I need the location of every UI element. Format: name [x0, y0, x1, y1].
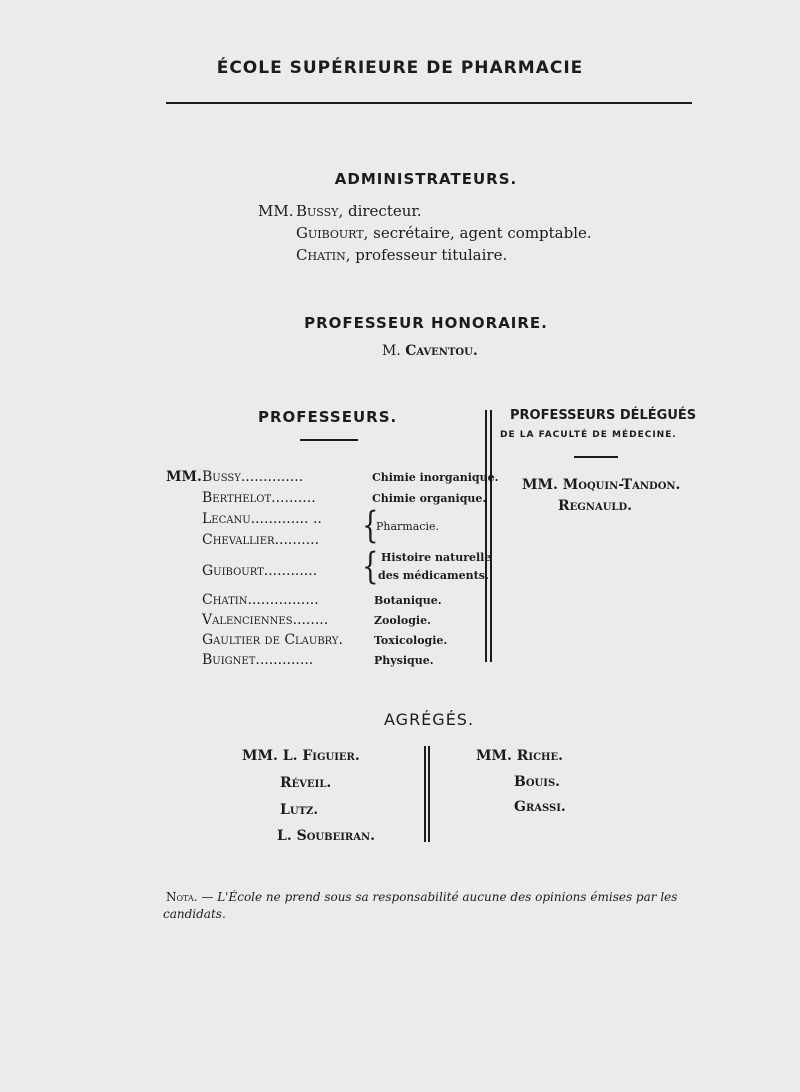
professeur-row: [202, 632, 343, 648]
leader-dots: .: [338, 632, 343, 648]
agreges-left-line: [242, 748, 360, 764]
honoraire-name: Caventou.: [405, 343, 478, 359]
professeur-name: Bussy: [202, 469, 241, 485]
professeur-subject: Toxicologie.: [374, 634, 448, 647]
professeur-subject: Chimie inorganique.: [372, 471, 499, 484]
professeur-row: [202, 490, 316, 506]
leader-dots: ..........: [271, 490, 316, 506]
page-title: ÉCOLE SUPÉRIEURE DE PHARMACIE: [216, 58, 584, 78]
agreges-divider-right: [428, 746, 430, 842]
agreges-divider-left: [424, 746, 426, 842]
administrateur-name: Chatin: [296, 246, 346, 264]
professeur-name: Gaultier de Claubry: [202, 632, 339, 648]
agreges-heading: AGRÉGÉS.: [384, 710, 475, 729]
administrateur-role: , secrétaire, agent comptable.: [363, 224, 592, 242]
professeur-name: Lecanu: [202, 511, 251, 527]
professeur-row: [202, 652, 313, 668]
administrateur-name: Bussy: [296, 202, 339, 220]
leader-dots: ........: [292, 612, 329, 628]
professeur-name: Chatin: [202, 592, 248, 608]
delegue-name: Regnauld.: [558, 498, 632, 514]
professeur-name: Buignet: [202, 652, 256, 668]
administrateur-line: [296, 246, 507, 264]
leader-dots: ............. ..: [250, 511, 322, 527]
brace-icon: {: [362, 505, 379, 548]
agrege-name: L. Soubeiran.: [277, 828, 375, 844]
professeur-row: [202, 511, 322, 527]
professeur-subject: Physique.: [374, 654, 434, 667]
agrege-name: L. Figuier.: [282, 748, 360, 764]
leader-dots: ..........: [274, 532, 320, 548]
honoraire-heading: PROFESSEUR HONORAIRE.: [304, 314, 548, 332]
professeur-subject: Chimie organique.: [372, 492, 487, 505]
agreges-right-prefix: MM.: [476, 748, 512, 764]
agrege-name: Bouis.: [514, 774, 561, 790]
professeur-name: Guibourt: [202, 563, 264, 579]
administrateur-line: [296, 202, 422, 220]
professeur-subject: des médicaments.: [378, 569, 489, 582]
delegues-rule: [574, 456, 618, 458]
leader-dots: ..............: [240, 469, 304, 485]
header-rule: [166, 102, 692, 104]
honoraire-line: [382, 343, 478, 359]
professeurs-rule: [300, 439, 358, 441]
agrege-name: Riche.: [516, 748, 563, 764]
professeur-row: [202, 532, 319, 548]
nota-line: [166, 890, 696, 904]
professeur-subject: Pharmacie.: [376, 520, 439, 533]
administrateur-role: , directeur.: [338, 202, 422, 220]
delegue-name: Moquin-Tandon.: [562, 477, 681, 493]
agreges-right-line: [476, 748, 563, 764]
professeur-subject: Histoire naturelle: [381, 551, 492, 564]
leader-dots: ................: [247, 592, 319, 608]
agreges-left-prefix: MM.: [242, 748, 278, 764]
delegues-line: [522, 477, 680, 493]
delegues-subheading: DE LA FACULTÉ DE MÉDECINE.: [500, 430, 677, 440]
professeurs-heading: PROFESSEURS.: [258, 408, 398, 426]
professeur-row: [202, 563, 317, 579]
delegues-prefix: MM.: [522, 477, 558, 493]
administrateurs-prefix: MM.: [258, 202, 294, 220]
agrege-name: Réveil.: [280, 775, 332, 791]
brace-icon: {: [362, 546, 379, 589]
nota-dash: —: [197, 890, 218, 904]
agrege-name: Lutz.: [280, 802, 319, 818]
column-divider-left: [485, 410, 487, 662]
professeur-subject: Botanique.: [374, 594, 442, 607]
professeurs-prefix: MM.: [166, 469, 202, 485]
administrateur-name: Guibourt: [296, 224, 364, 242]
professeur-row: [202, 612, 328, 628]
agrege-name: Grassi.: [514, 799, 566, 815]
professeur-name: Valenciennes: [202, 612, 293, 628]
professeur-subject: Zoologie.: [374, 614, 431, 627]
administrateur-line: [296, 224, 592, 242]
professeur-name: Berthelot: [202, 490, 272, 506]
administrateurs-heading: ADMINISTRATEURS.: [334, 170, 518, 188]
leader-dots: ............: [263, 563, 318, 579]
nota-line-2: candidats.: [163, 907, 226, 921]
nota-text: L'École ne prend sous sa responsabilité aucune des opinions émises par les: [217, 890, 678, 904]
professeur-row: [202, 592, 319, 608]
administrateur-role: , professeur titulaire.: [345, 246, 508, 264]
professeur-row: [202, 469, 303, 485]
column-divider-right: [490, 410, 492, 662]
leader-dots: .............: [255, 652, 314, 668]
delegues-heading: PROFESSEURS DÉLÉGUÉS: [510, 408, 697, 423]
honoraire-prefix: M.: [382, 343, 401, 359]
nota-label: Nota.: [166, 890, 198, 904]
professeur-name: Chevallier: [202, 532, 275, 548]
